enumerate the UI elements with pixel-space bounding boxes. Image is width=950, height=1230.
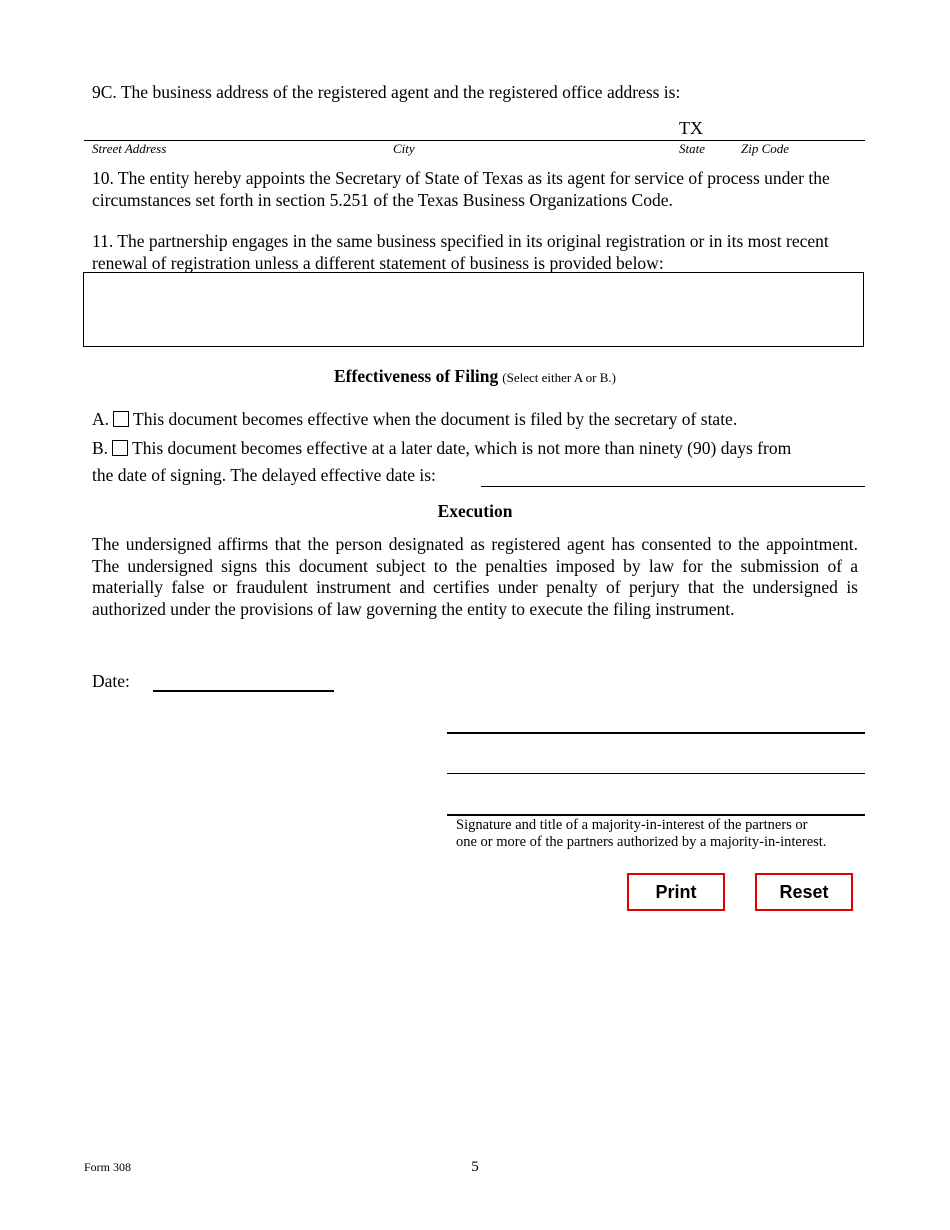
effectiveness-subtitle: (Select either A or B.) bbox=[502, 370, 616, 385]
option-b-text: This document becomes effective at a later date, which is not more than ninety (90) days from bbox=[132, 438, 792, 458]
section-9c-heading: 9C. The business address of the registered agent and the registered office address is: bbox=[92, 82, 681, 102]
effectiveness-title: Effectiveness of Filing bbox=[334, 366, 499, 386]
section-10-text: 10. The entity hereby appoints the Secretary of State of Texas as its agent for service of process under the circumstances set forth in section 5.251 of the Texas Business Organizations Code. bbox=[92, 168, 830, 210]
execution-text: The undersigned affirms that the person designated as registered agent has consented to the appointment. The undersigned signs this document subject to the penalties imposed by law for the submission of a materially false or fraudulent instrument and certifies under penalty of perjury that the undersigned is authorized under the provisions of law governing the entity to execute the filing instrument. bbox=[92, 534, 858, 619]
option-b-row bbox=[92, 437, 892, 459]
option-a-row bbox=[92, 408, 892, 430]
zip-code-label: Zip Code bbox=[741, 141, 790, 156]
date-label: Date: bbox=[92, 671, 130, 691]
option-b-text-continued: the date of signing. The delayed effective date is: bbox=[92, 465, 436, 485]
execution-title: Execution bbox=[437, 501, 513, 521]
signature-line-3 bbox=[447, 814, 865, 816]
effectiveness-heading bbox=[0, 366, 950, 387]
option-b-letter: B. bbox=[92, 438, 109, 458]
signature-line-1 bbox=[447, 732, 865, 734]
form-number: Form 308 bbox=[84, 1160, 132, 1174]
street-address-label: Street Address bbox=[92, 141, 167, 156]
signature-field-1[interactable] bbox=[447, 712, 865, 732]
date-underline bbox=[153, 690, 334, 692]
business-statement-textarea[interactable] bbox=[83, 272, 864, 347]
state-label: State bbox=[679, 141, 705, 156]
date-field[interactable] bbox=[153, 672, 334, 690]
signature-caption-line-1: Signature and title of a majority-in-interest of the partners or bbox=[456, 817, 808, 833]
page-number: 5 bbox=[471, 1159, 479, 1175]
reset-button[interactable]: Reset bbox=[755, 873, 853, 911]
print-button[interactable]: Print bbox=[627, 873, 725, 911]
street-address-field[interactable] bbox=[92, 118, 652, 138]
state-field[interactable]: TX bbox=[679, 118, 703, 138]
signature-caption-line-2: one or more of the partners authorized by a majority-in-interest. bbox=[456, 834, 827, 850]
signature-field-2[interactable] bbox=[447, 752, 865, 772]
city-label: City bbox=[393, 141, 415, 156]
section-11-text: 11. The partnership engages in the same business specified in its original registration or in its most recent renewal of registration unless a different statement of business is provided below: bbox=[92, 231, 829, 273]
option-b-checkbox[interactable] bbox=[112, 440, 128, 456]
option-a-letter: A. bbox=[92, 409, 110, 429]
signature-field-3[interactable] bbox=[447, 793, 865, 813]
option-a-checkbox[interactable] bbox=[113, 411, 129, 427]
delayed-date-underline bbox=[481, 486, 865, 487]
zip-code-field[interactable] bbox=[740, 118, 860, 138]
signature-line-2 bbox=[447, 773, 865, 774]
option-a-text: This document becomes effective when the document is filed by the secretary of state. bbox=[133, 409, 738, 429]
delayed-date-field[interactable] bbox=[481, 466, 865, 486]
